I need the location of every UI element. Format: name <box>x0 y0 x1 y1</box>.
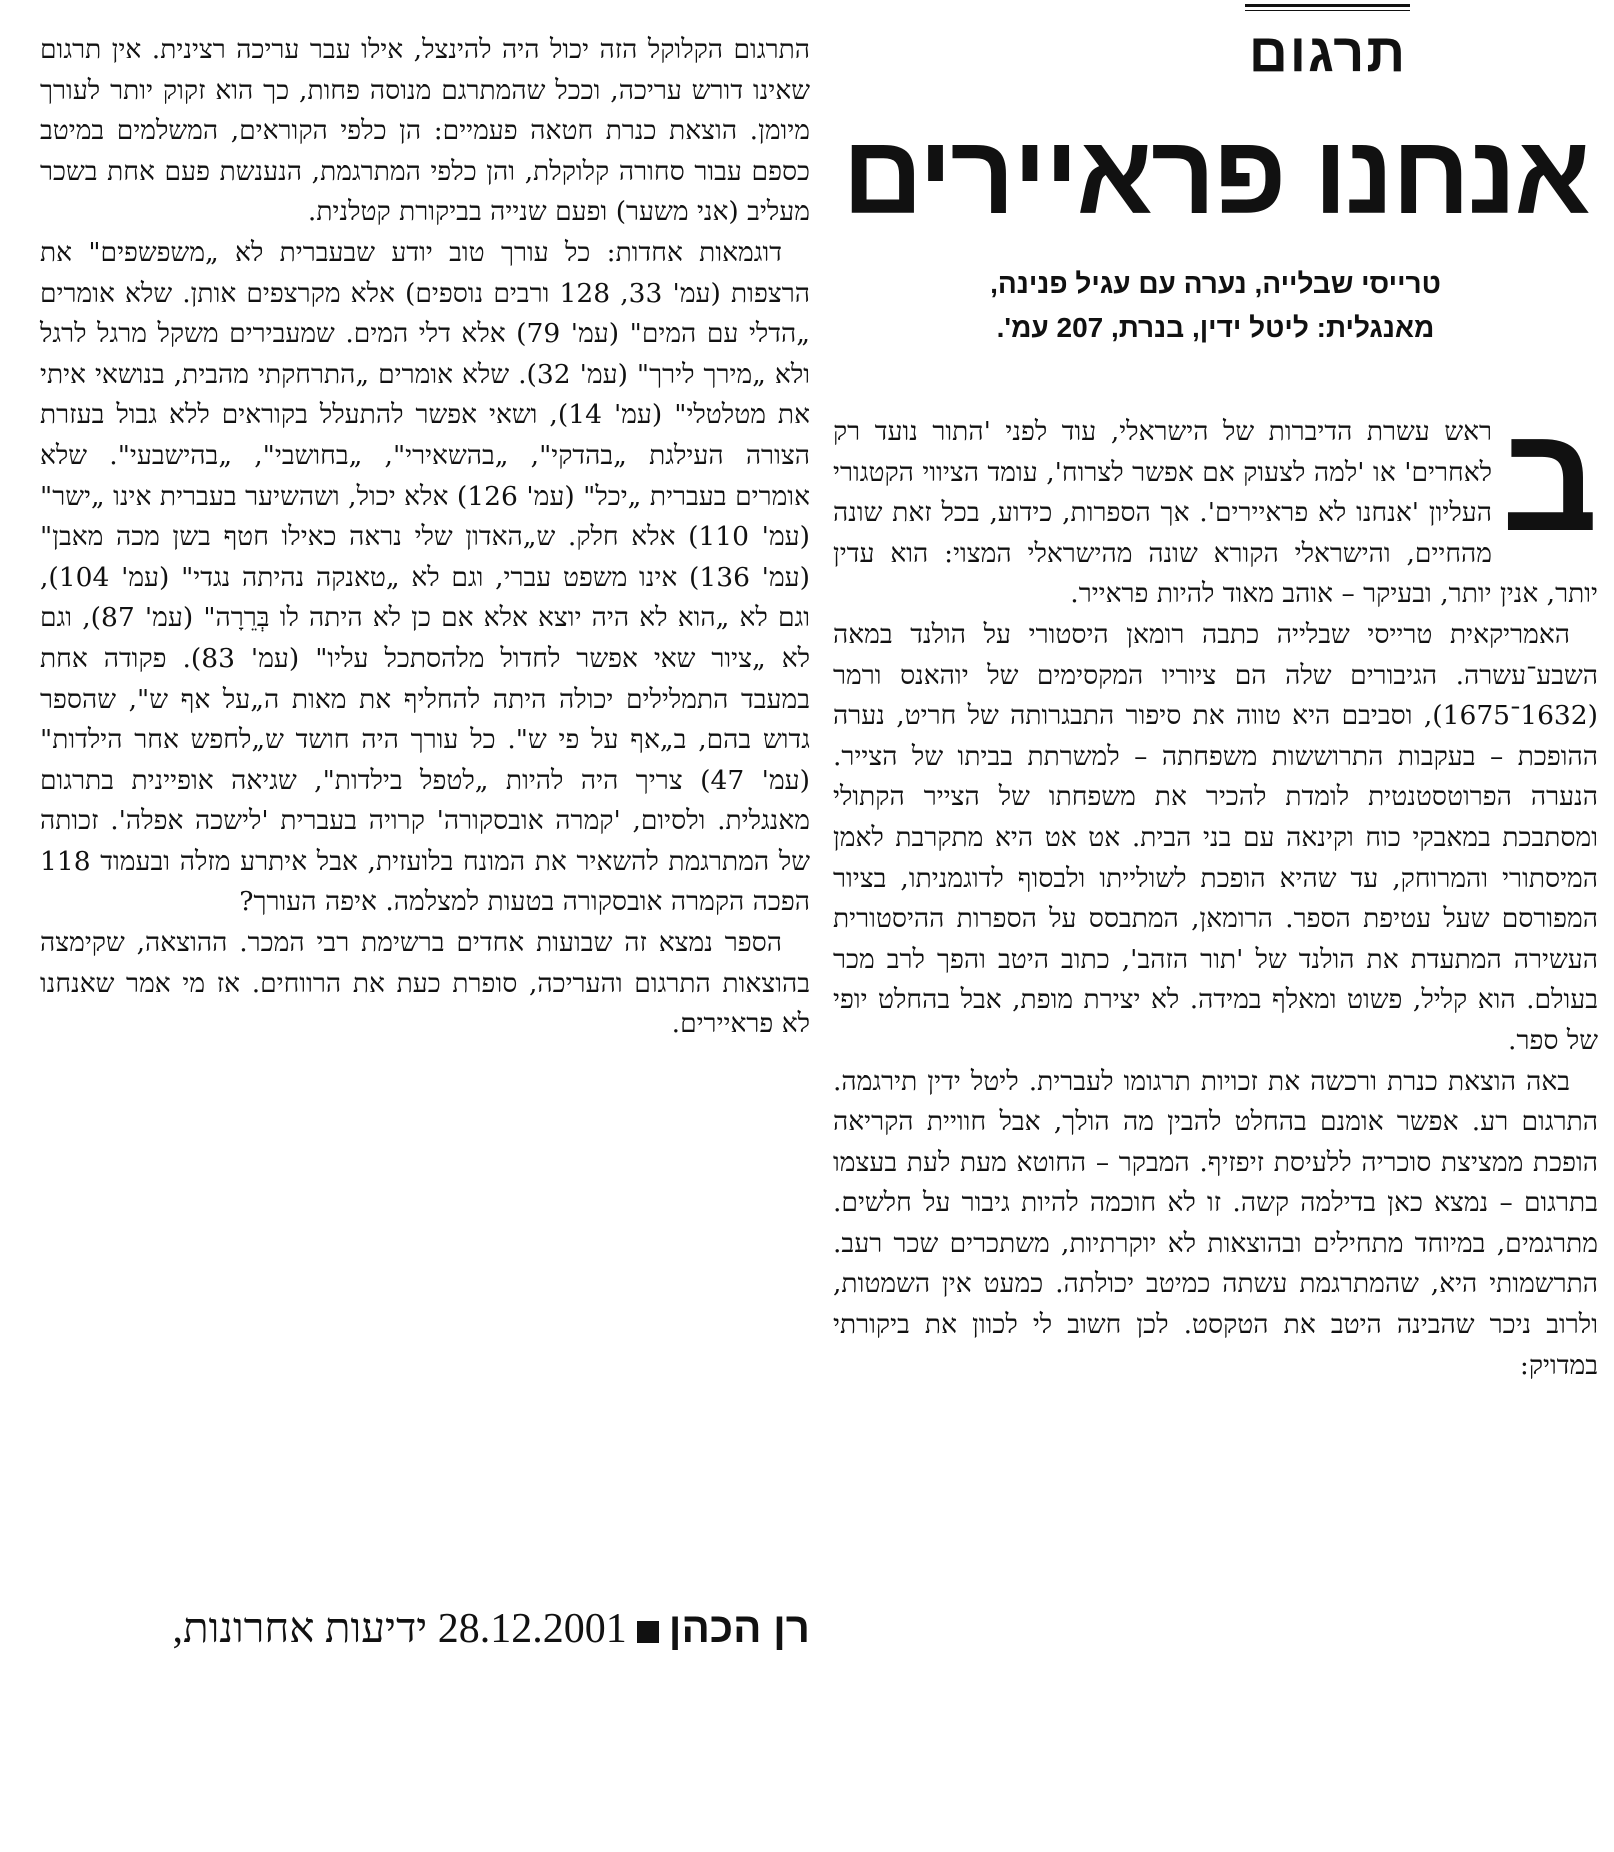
paragraph: האמריקאית טרייסי שבלייה כתבה רומאן היסטורי על הולנד במאה השבע־עשרה. הגיבורים שלה הם ציוריו המקסימים של יוהאנס ורמר (1632־1675), וסביבם היא טווה את סיפור התבגרותה של חריט, נערה ההופכת – בעקבות התרוששות משפחתה – למשרתת בביתו של הצייר. הנערה הפרוטסטנטית לומדת להכיר את משפחתו של הצייר הקתולי ומסתבכת במאבקי כוח וקינאה עם בני הבית. אט אט היא מתקרבת לאמן המיסתורי והמרוחק, עד שהיא הופכת לשולייתו ולבסוף לדוגמניתו, בציור המפורסם שעל עטיפת הספר. הרומאן, המתבסס על הספרות ההיסטורית העשירה המתעדת את הולנד של 'תור הזהב', כתוב היטב והפך לרב מכר בעולם. הוא קליל, פשוט ומאלף במידה. לא יצירת מופת, אבל בהחלט יופי של ספר. <box>833 618 1598 1056</box>
publication-source: ידיעות אחרונות, <box>172 1606 428 1652</box>
right-column <box>833 0 1598 1852</box>
byline-line-2: מאנגלית: ליטל ידין, בנרת, 207 עמ'. <box>996 312 1435 343</box>
byline-line-1: טרייסי שבלייה, נערה עם עגיל פנינה, <box>990 268 1441 299</box>
paragraph: דוגמאות אחדות: כל עורך טוב יודע שבעברית לא „משפשפים" את הרצפות (עמ' 33, 128 ורבים נוספים) אלא מקרצפים אותן. שלא אומרים „הדלי עם המים" (עמ' 79) אלא דלי המים. שמעבירים משקל מרגל לרגל ולא „מירך לירך" (עמ' 32). שלא אומרים „התרחקתי מהבית, בנושאי איתי את מטלטלי" (עמ' 14), ושאי אפשר להתעלל בקוראים ללא גבול בעזרת הצורה העילגת „בהדקי", „בהשאירי", „בחושבי", „בהישבעי". שלא אומרים בעברית „יכל" (עמ' 126) אלא יכול, ושהשיער בעברית אינו „ישר" (עמ' 110) אלא חלק. ש„האדון שלי נראה כאילו חטף בשן מכה מאבן" (עמ' 136) אינו משפט עברי, וגם לא „טאנקה נהיתה נגדי" (עמ' 104), וגם לא „הוא לא היה יוצא אלא אם כן לא היתה לו בְּרֵרָה" (עמ' 87), וגם לא „ציור שאי אפשר לחדול מלהסתכל עליו" (עמ' 83). פקודה אחת במעבד התמלילים יכולה היתה להחליף את מאות ה„על אף ש", שהספר גדוש בהם, ב„אף על פי ש". כל עורך היה חושד ש„לחפש אחר הילדות" (עמ' 47) צריך היה להיות „לטפל בילדות", שגיאה אופיינית בתרגום מאנגלית. ולסיום, 'קמרה אובסקורה' קרויה בעברית 'לישכה אפלה'. זכותה של המתרגמת להשאיר את המונח בלועזית, אבל איתרע מזלה ובעמוד 118 הפכה הקמרה אובסקורה בטעות למצלמה. איפה העורך? <box>40 236 811 918</box>
left-column <box>40 0 810 1852</box>
right-body <box>833 394 1598 1386</box>
top-rule-thin <box>1245 10 1410 11</box>
publication-date: 28.12.2001 <box>437 1606 627 1652</box>
book-byline <box>833 262 1598 350</box>
square-bullet-icon <box>637 1621 659 1643</box>
paragraph: באה הוצאת כנרת ורכשה את זכויות תרגומו לעברית. ליטל ידין תירגמה. התרגום רע. אפשר אומנם בהחלט להבין מה הולך, אבל חוויית הקריאה הופכת ממציצת סוכריה ללעיסת זיפזיף. המבקר – החוטא מעת לעת בעצמו בתרגום – נמצא כאן בדילמה קשה. זו לא חוכמה להיות גיבור על חלשים. מתרגמים, במיוחד מתחילים ובהוצאות לא יוקרתיות, משתכרים שכר רעב. התרשמותי היא, שהמתרגמת עשתה כמיטב יכולתה. כמעט אין השמטות, ולרוב ניכר שהבינה היטב את הטקסט. לכן חשוב לי לכוון את ביקורתי במדויק: <box>833 1065 1598 1381</box>
left-body <box>40 30 810 1045</box>
author-name: רן הכהן <box>668 1604 810 1651</box>
paragraph <box>833 394 1598 615</box>
top-rule <box>1245 4 1410 7</box>
section-kicker: תרגום <box>1248 23 1408 83</box>
drop-cap: ב <box>1501 394 1598 562</box>
paragraph: התרגום הקלוקל הזה יכול היה להינצל, אילו עבר עריכה רצינית. אין תרגום שאינו דורש עריכה, וככל שהמתרגם מנוסה פחות, כך הוא זקוק יותר לעורך מיומן. הוצאת כנרת חטאה פעמיים: הן כלפי הקוראים, המשלמים במיטב כספם עבור סחורה קלוקלת, והן כלפי המתרגמת, הנענשת פעם אחת בשכר מעליב (אני משער) ופעם שנייה בביקורת קטלנית. <box>40 34 810 228</box>
paragraph: הספר נמצא זה שבועות אחדים ברשימת רבי המכר. ההוצאה, שקימצה בהוצאות התרגום והעריכה, סופרת כעת את הרווחים. אז מי אמר שאנחנו לא פראיירים. <box>40 927 810 1040</box>
signature-line <box>40 1602 810 1655</box>
paragraph-text: ראש עשרת הדיברות של הישראלי, עוד לפני 'התור נועד רק לאחרים' או 'למה לצעוק אם אפשר לצרוח', עומד הציווי הקטגורי העליון 'אנחנו לא פראיירים'. אך הספרות, כידוע, בכל זאת שונה מהחיים, והישראלי הקורא שונה מהישראלי המצוי: הוא עדין יותר, אנין יותר, ובעיקר – אוהב מאוד להיות פראייר. <box>833 416 1598 610</box>
headline: אנחנו פראיירים <box>842 112 1589 237</box>
